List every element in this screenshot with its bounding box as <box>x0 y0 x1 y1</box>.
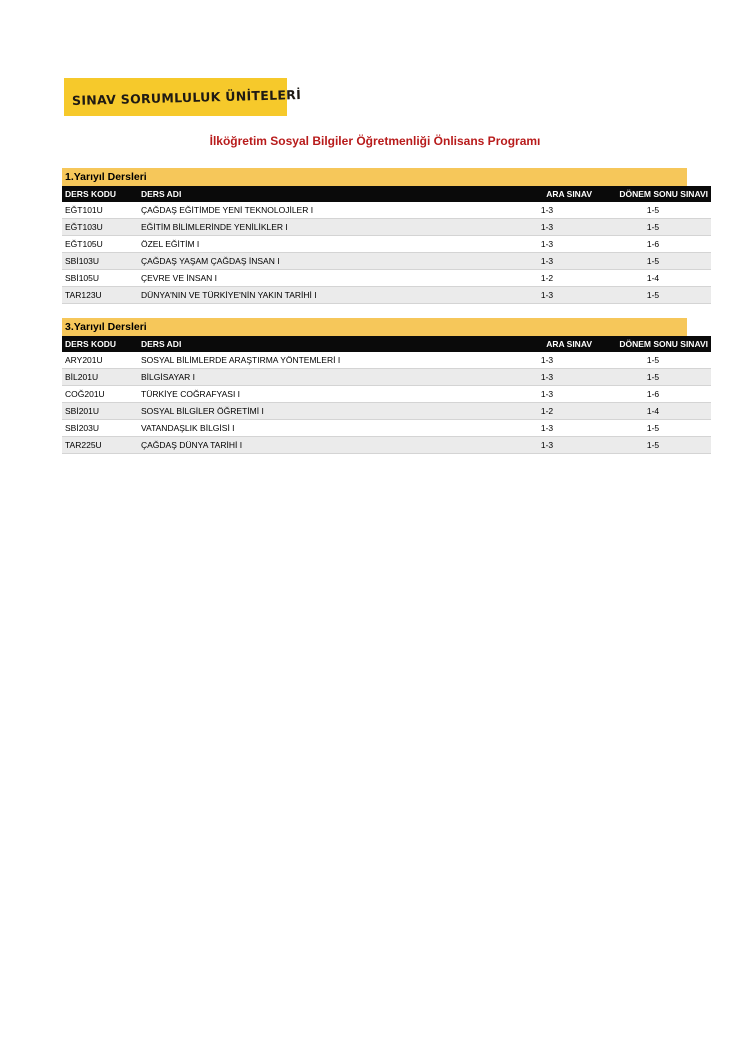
final-units: 1-5 <box>595 253 711 270</box>
table-row <box>62 420 711 437</box>
course-code: SBİ103U <box>62 253 138 270</box>
table-header-row <box>62 336 711 352</box>
table-row <box>62 287 711 304</box>
final-units: 1-5 <box>595 352 711 369</box>
column-header-code: DERS KODU <box>62 186 138 202</box>
table-header-row <box>62 186 711 202</box>
column-header-donem: DÖNEM SONU SINAVI <box>595 336 711 352</box>
table-row <box>62 236 711 253</box>
table-row <box>62 352 711 369</box>
column-header-donem: DÖNEM SONU SINAVI <box>595 186 711 202</box>
final-units: 1-5 <box>595 437 711 454</box>
course-name: ÇEVRE VE İNSAN I <box>138 270 499 287</box>
table-row <box>62 253 711 270</box>
course-code: TAR123U <box>62 287 138 304</box>
course-name: SOSYAL BİLGİLER ÖĞRETİMİ I <box>138 403 499 420</box>
logo-text: SINAV SORUMLULUK ÜNİTELERİ <box>71 86 302 108</box>
final-units: 1-6 <box>595 386 711 403</box>
course-name: ÇAĞDAŞ EĞİTİMDE YENİ TEKNOLOJİLER I <box>138 202 499 219</box>
table-row <box>62 369 711 386</box>
course-code: BİL201U <box>62 369 138 386</box>
course-name: VATANDAŞLIK BİLGİSİ I <box>138 420 499 437</box>
final-units: 1-4 <box>595 403 711 420</box>
section-title: 3.Yarıyıl Dersleri <box>62 318 687 336</box>
course-code: SBİ105U <box>62 270 138 287</box>
course-name: BİLGİSAYAR I <box>138 369 499 386</box>
course-code: SBİ203U <box>62 420 138 437</box>
final-units: 1-5 <box>595 420 711 437</box>
midterm-units: 1-3 <box>499 287 595 304</box>
course-name: ÖZEL EĞİTİM I <box>138 236 499 253</box>
midterm-units: 1-3 <box>499 236 595 253</box>
table-row <box>62 403 711 420</box>
course-name: SOSYAL BİLİMLERDE ARAŞTIRMA YÖNTEMLERİ I <box>138 352 499 369</box>
table-row <box>62 219 711 236</box>
course-code: ARY201U <box>62 352 138 369</box>
column-header-ara: ARA SINAV <box>499 186 595 202</box>
column-header-code: DERS KODU <box>62 336 138 352</box>
course-name: TÜRKİYE COĞRAFYASI I <box>138 386 499 403</box>
table-row <box>62 270 711 287</box>
course-name: EĞİTİM BİLİMLERİNDE YENİLİKLER I <box>138 219 499 236</box>
course-name: ÇAĞDAŞ YAŞAM ÇAĞDAŞ İNSAN I <box>138 253 499 270</box>
section-title: 1.Yarıyıl Dersleri <box>62 168 687 186</box>
table-row <box>62 386 711 403</box>
semester-3-section <box>62 318 708 454</box>
final-units: 1-5 <box>595 369 711 386</box>
table-row <box>62 437 711 454</box>
semester-1-section <box>62 168 708 304</box>
course-table <box>62 336 711 454</box>
midterm-units: 1-3 <box>499 253 595 270</box>
final-units: 1-5 <box>595 202 711 219</box>
midterm-units: 1-3 <box>499 369 595 386</box>
course-name: ÇAĞDAŞ DÜNYA TARİHİ I <box>138 437 499 454</box>
course-code: EĞT105U <box>62 236 138 253</box>
header-logo-banner <box>64 78 302 116</box>
course-table <box>62 186 711 304</box>
midterm-units: 1-3 <box>499 437 595 454</box>
course-code: EĞT103U <box>62 219 138 236</box>
midterm-units: 1-3 <box>499 202 595 219</box>
midterm-units: 1-3 <box>499 420 595 437</box>
course-code: COĞ201U <box>62 386 138 403</box>
midterm-units: 1-2 <box>499 270 595 287</box>
course-name: DÜNYA'NIN VE TÜRKİYE'NİN YAKIN TARİHİ I <box>138 287 499 304</box>
course-code: TAR225U <box>62 437 138 454</box>
final-units: 1-6 <box>595 236 711 253</box>
course-code: SBİ201U <box>62 403 138 420</box>
page-title: İlköğretim Sosyal Bilgiler Öğretmenliği Önlisans Programı <box>209 134 541 148</box>
final-units: 1-5 <box>595 287 711 304</box>
column-header-name: DERS ADI <box>138 186 499 202</box>
table-row <box>62 202 711 219</box>
midterm-units: 1-2 <box>499 403 595 420</box>
column-header-name: DERS ADI <box>138 336 499 352</box>
final-units: 1-5 <box>595 219 711 236</box>
midterm-units: 1-3 <box>499 219 595 236</box>
column-header-ara: ARA SINAV <box>499 336 595 352</box>
midterm-units: 1-3 <box>499 386 595 403</box>
midterm-units: 1-3 <box>499 352 595 369</box>
final-units: 1-4 <box>595 270 711 287</box>
course-code: EĞT101U <box>62 202 138 219</box>
